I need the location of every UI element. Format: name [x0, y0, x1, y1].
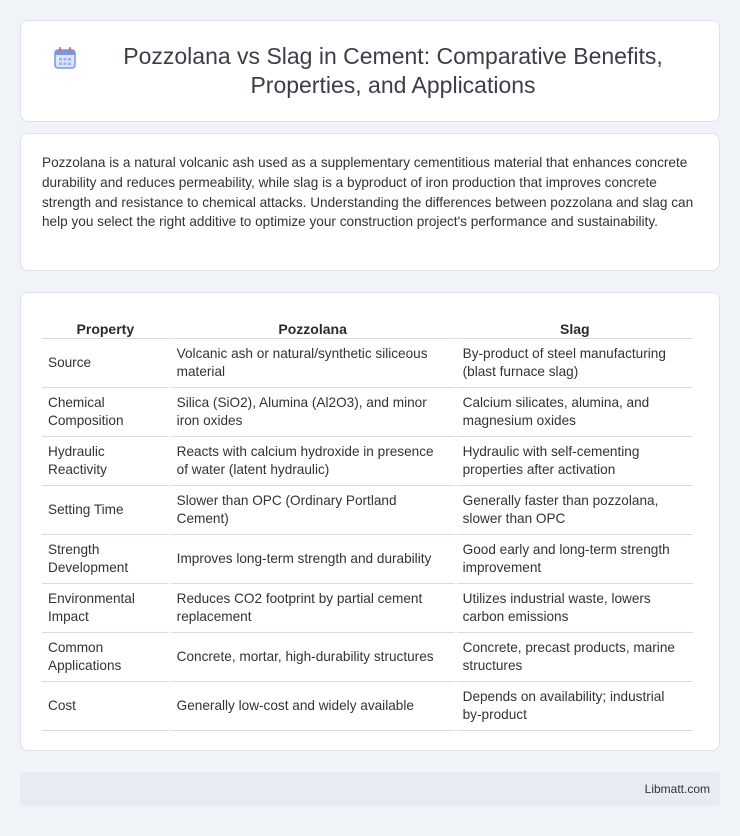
intro-paragraph: Pozzolana is a natural volcanic ash used as a supplementary cementitious material that enhances concrete durability and reduces permeability, while slag is a byproduct of iron production that improves concrete strength and resistance to chemical attacks. Understanding the differences between pozzolana and slag can help you select the right additive to optimize your construction project's performance and sustainability. — [42, 155, 694, 230]
cell-property: Chemical Composition — [42, 388, 169, 437]
cell-property: Cost — [42, 682, 169, 731]
intro-card — [20, 133, 720, 271]
footer-site-link[interactable]: Libmatt.com — [644, 782, 710, 796]
cell-property: Common Applications — [42, 633, 169, 682]
table-row — [42, 388, 693, 437]
header-pozzolana: Pozzolana — [171, 313, 455, 339]
cell-property: Source — [42, 339, 169, 388]
cell-slag: Hydraulic with self-cementing properties after activation — [457, 437, 693, 486]
table-header-row — [42, 313, 693, 339]
comparison-table — [40, 313, 695, 731]
table-row — [42, 633, 693, 682]
footer-bar — [20, 772, 720, 806]
cell-pozzolana: Reacts with calcium hydroxide in presence of water (latent hydraulic) — [171, 437, 455, 486]
cell-property: Strength Development — [42, 535, 169, 584]
cell-pozzolana: Generally low-cost and widely available — [171, 682, 455, 731]
cell-slag: Calcium silicates, alumina, and magnesium oxides — [457, 388, 693, 437]
table-row — [42, 584, 693, 633]
cell-slag: Depends on availability; industrial by-product — [457, 682, 693, 731]
table-row — [42, 486, 693, 535]
cell-pozzolana: Silica (SiO2), Alumina (Al2O3), and minor iron oxides — [171, 388, 455, 437]
table-row — [42, 339, 693, 388]
cell-slag: Good early and long-term strength improvement — [457, 535, 693, 584]
header-slag: Slag — [457, 313, 693, 339]
table-row — [42, 682, 693, 731]
header-inner — [51, 42, 689, 100]
cell-pozzolana: Reduces CO2 footprint by partial cement replacement — [171, 584, 455, 633]
cell-property: Setting Time — [42, 486, 169, 535]
cell-property: Hydraulic Reactivity — [42, 437, 169, 486]
cell-slag: Concrete, precast products, marine structures — [457, 633, 693, 682]
cell-slag: Generally faster than pozzolana, slower than OPC — [457, 486, 693, 535]
cell-slag: By-product of steel manufacturing (blast furnace slag) — [457, 339, 693, 388]
comparison-table-card — [20, 292, 720, 751]
cell-pozzolana: Improves long-term strength and durability — [171, 535, 455, 584]
header-property: Property — [42, 313, 169, 339]
page-title: Pozzolana vs Slag in Cement: Comparative Benefits, Properties, and Applications — [123, 43, 663, 98]
cell-slag: Utilizes industrial waste, lowers carbon emissions — [457, 584, 693, 633]
cell-property: Environmental Impact — [42, 584, 169, 633]
cell-pozzolana: Slower than OPC (Ordinary Portland Cement) — [171, 486, 455, 535]
table-row — [42, 535, 693, 584]
calendar-icon — [51, 44, 79, 72]
cell-pozzolana: Volcanic ash or natural/synthetic siliceous material — [171, 339, 455, 388]
header-card — [20, 20, 720, 122]
table-row — [42, 437, 693, 486]
cell-pozzolana: Concrete, mortar, high-durability structures — [171, 633, 455, 682]
